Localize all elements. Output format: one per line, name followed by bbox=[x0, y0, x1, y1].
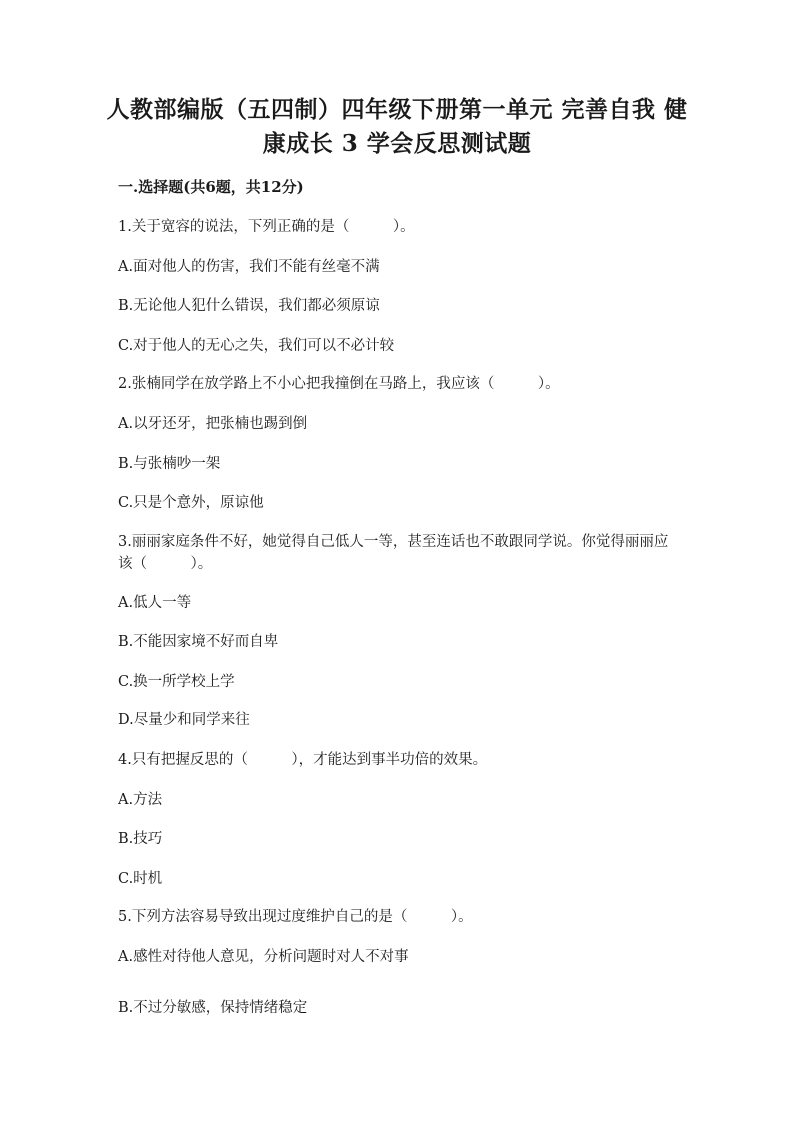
question-1-option-a: A.面对他人的伤害，我们不能有丝毫不满 bbox=[118, 259, 380, 275]
question-4-option-c: C.时机 bbox=[118, 871, 163, 887]
question-4-option-b: B.技巧 bbox=[118, 831, 163, 847]
question-5-option-b: B.不过分敏感，保持情绪稳定 bbox=[118, 1000, 308, 1016]
question-3-option-d: D.尽量少和同学来往 bbox=[118, 712, 250, 728]
section-heading: 一.选择题(共6题，共12分) bbox=[118, 178, 304, 196]
question-5-option-a: A.感性对待他人意见，分析问题时对人不对事 bbox=[118, 949, 409, 965]
question-3-option-a: A.低人一等 bbox=[118, 595, 192, 611]
question-4-stem: 4.只有把握反思的（ ），才能达到事半功倍的效果。 bbox=[118, 752, 488, 768]
question-3-option-b: B.不能因家境不好而自卑 bbox=[118, 634, 279, 650]
question-1-option-b: B.无论他人犯什么错误，我们都必须原谅 bbox=[118, 298, 380, 314]
question-4-option-a: A.方法 bbox=[118, 792, 163, 808]
question-2-option-a: A.以牙还牙，把张楠也踢到倒 bbox=[118, 416, 308, 432]
document-title: 人教部编版（五四制）四年级下册第一单元 完善自我 健康成长 3 学会反思测试题 bbox=[106, 96, 688, 157]
question-2-option-c: C.只是个意外，原谅他 bbox=[118, 495, 264, 511]
question-1-option-c: C.对于他人的无心之失，我们可以不必计较 bbox=[118, 338, 395, 354]
question-3-stem: 3.丽丽家庭条件不好，她觉得自己低人一等，甚至连话也不敢跟同学说。你觉得丽丽应该（ ）。 bbox=[118, 534, 669, 572]
question-1-stem: 1.关于宽容的说法，下列正确的是（ ）。 bbox=[118, 219, 415, 235]
question-2-stem: 2.张楠同学在放学路上不小心把我撞倒在马路上，我应该（ ）。 bbox=[118, 376, 560, 392]
question-2-option-b: B.与张楠吵一架 bbox=[118, 456, 221, 472]
question-5-stem: 5.下列方法容易导致出现过度维护自己的是（ ）。 bbox=[118, 909, 473, 925]
question-3-option-c: C.换一所学校上学 bbox=[118, 674, 235, 690]
